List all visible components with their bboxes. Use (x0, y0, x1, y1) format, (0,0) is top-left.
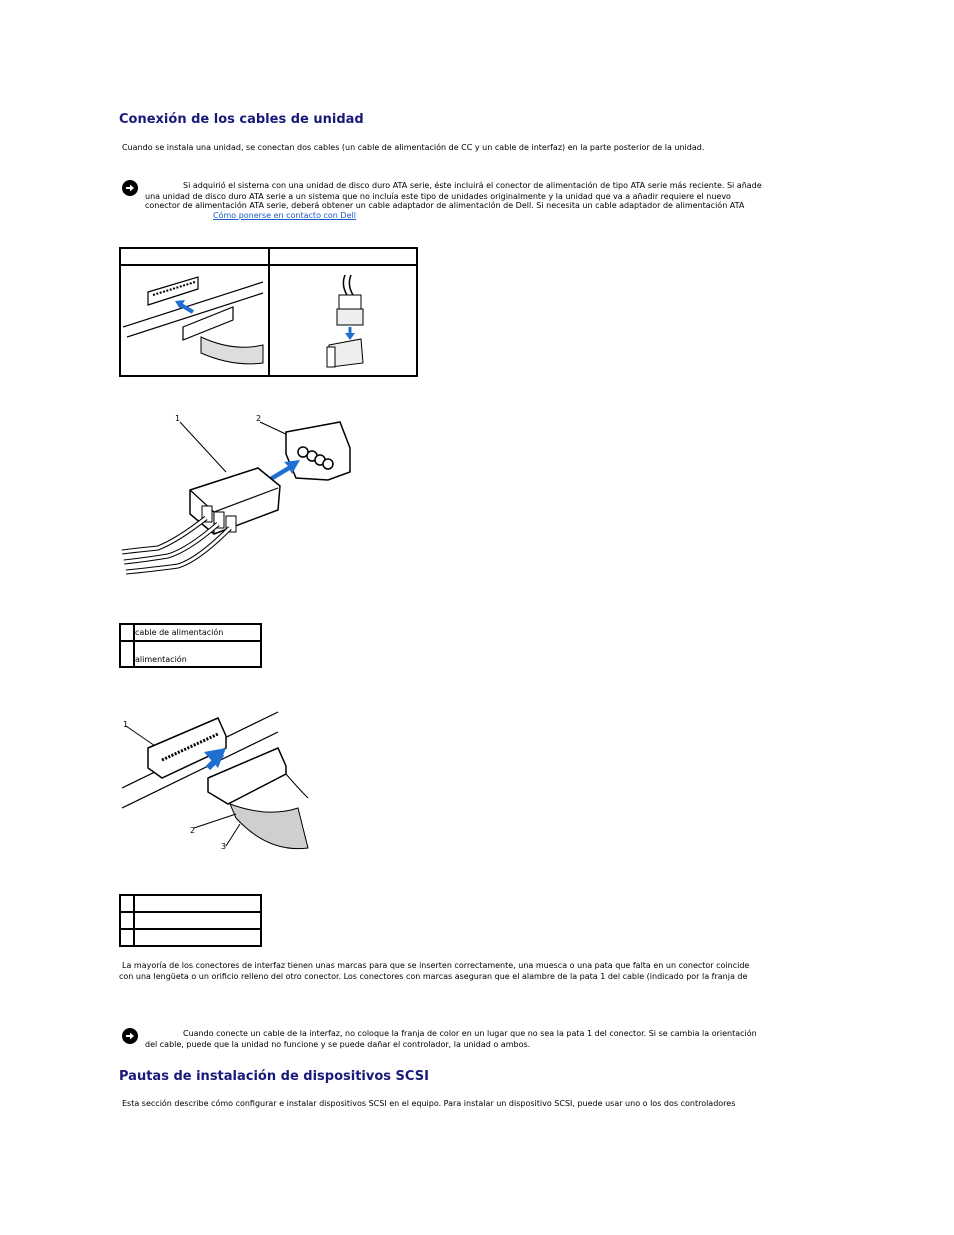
note2-line-2: del cable, puede que la unidad no funcione y se puede dañar el controlador, la unidad o ambos. (145, 1040, 531, 1049)
intro-paragraph: Cuando se instala una unidad, se conectan dos cables (un cable de alimentación de CC y un cable de interfaz) en la parte posterior de la unidad. (122, 143, 705, 152)
table-column-divider (268, 249, 270, 375)
legend-row (120, 641, 261, 667)
callout-1: 1 (175, 414, 181, 423)
legend-number (120, 624, 134, 641)
interface-legend-table (119, 894, 262, 947)
callout-2: 2 (190, 826, 196, 835)
connector-types-table (119, 247, 418, 377)
interface-paragraph-line-1: La mayoría de los conectores de interfaz tienen unas marcas para que se inserten correctamente, una muesca o una pata que falta en un conector coincide (122, 961, 750, 970)
note2-line-1: Cuando conecte un cable de la interfaz, no coloque la franja de color en un lugar que no sea la pata 1 del conector. Si se cambia la orientación (183, 1029, 757, 1038)
interface-cable-illustration (118, 708, 318, 858)
callout-1: 1 (123, 720, 129, 729)
section-heading-drive-cables: Conexión de los cables de unidad (119, 112, 364, 127)
power-legend-table (119, 623, 262, 668)
contact-dell-link[interactable]: Cómo ponerse en contacto con Dell (213, 211, 356, 220)
interface-paragraph-line-2: con una lengüeta o un orificio relleno del otro conector. Los conectores con marcas aseguran que el alambre de la pata 1 del cable (indicado por la franja de (119, 972, 748, 981)
power-cable-illustration (118, 410, 368, 580)
note-line-1: Si adquirió el sistema con una unidad de disco duro ATA serie, éste incluirá el conector de alimentación de tipo ATA serie más reciente. Si añade (183, 181, 762, 190)
legend-label: alimentación (134, 641, 261, 667)
section-heading-scsi: Pautas de instalación de dispositivos SCSI (119, 1069, 429, 1084)
legend-row (120, 912, 261, 929)
legend-row (120, 929, 261, 946)
note-line-3: conector de alimentación ATA serie, deberá obtener un cable adaptador de alimentación de Dell. Si necesita un cable adaptador de alimentación ATA (145, 201, 745, 210)
legend-row (120, 624, 261, 641)
legend-number (120, 641, 134, 667)
note-line-2: una unidad de disco duro ATA serie a un sistema que no incluía este tipo de unidades originalmente y la unidad que va a añadir requiere el nuevo (145, 192, 731, 201)
notice-arrow-icon (122, 1028, 138, 1044)
callout-3: 3 (221, 842, 227, 851)
callout-2: 2 (256, 414, 262, 423)
notice-arrow-icon (122, 180, 138, 196)
sata-power-connector-illustration (271, 267, 415, 373)
scsi-intro-paragraph: Esta sección describe cómo configurar e instalar dispositivos SCSI en el equipo. Para instalar un dispositivo SCSI, puede usar uno o los dos controladores (122, 1099, 736, 1108)
legend-row (120, 895, 261, 912)
interface-connector-illustration (123, 267, 267, 373)
legend-label: cable de alimentación (134, 624, 261, 641)
